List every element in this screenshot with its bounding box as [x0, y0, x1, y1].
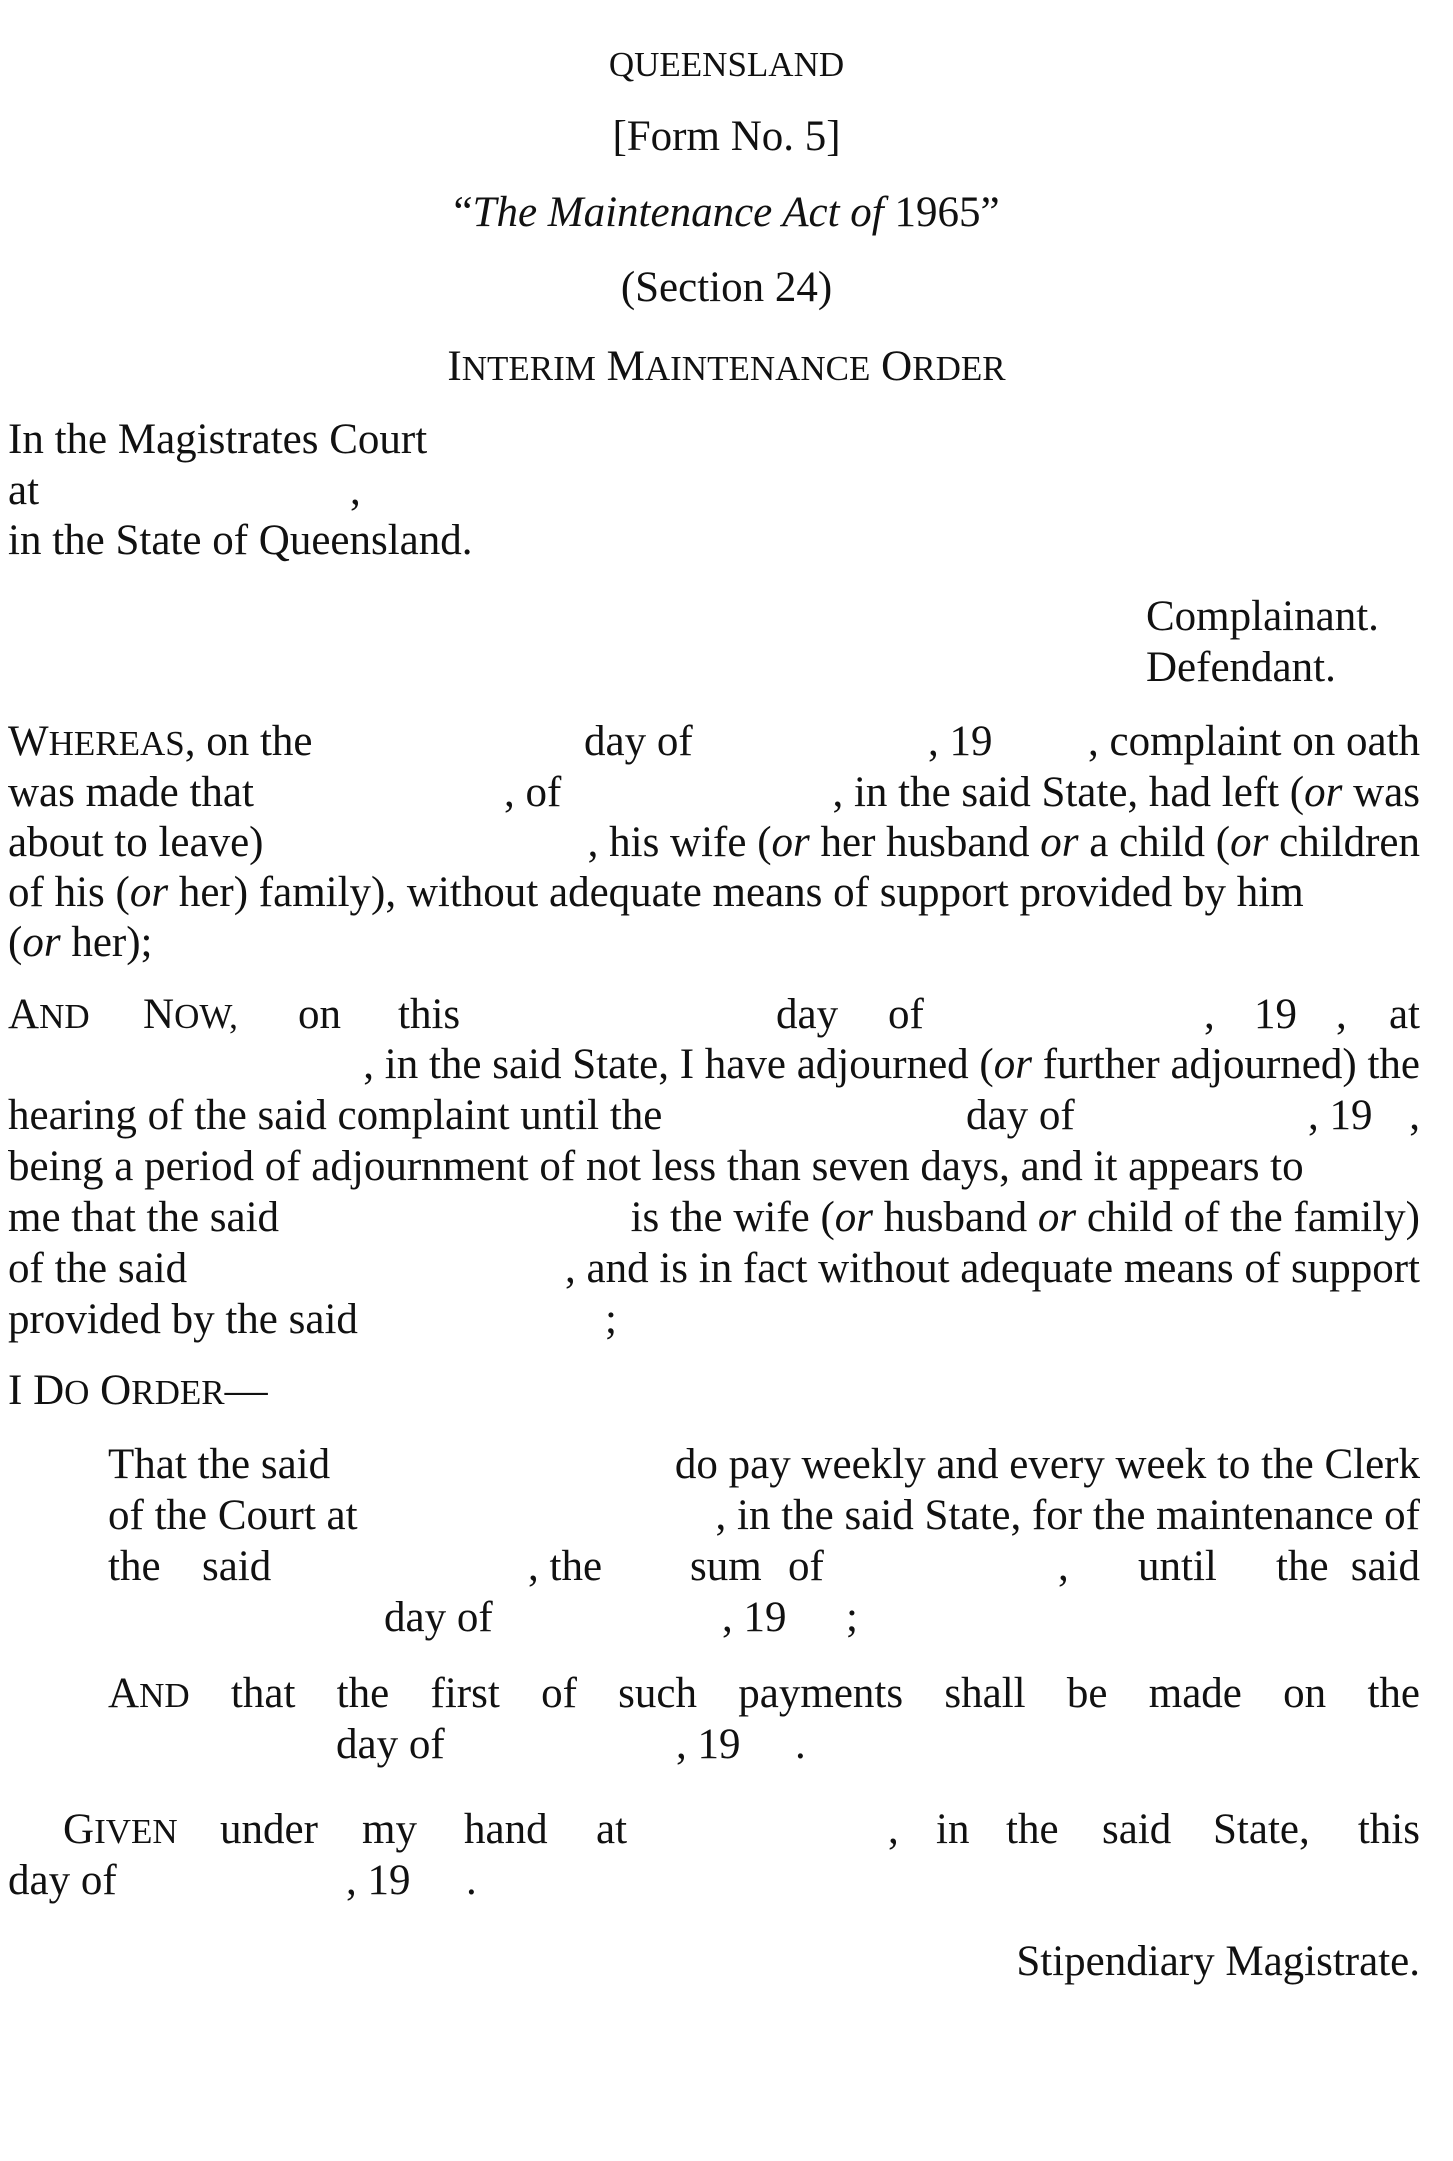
- whereas-of: , of: [504, 769, 562, 816]
- whereas-complaint: , complaint on oath: [1088, 718, 1420, 765]
- whereas-was-made-that: was made that: [8, 769, 254, 816]
- title-initial-o: O: [881, 343, 913, 390]
- given-said: said: [1102, 1806, 1172, 1853]
- and-now-child: child of the family): [1076, 1194, 1420, 1241]
- form-number: [0, 112, 1453, 162]
- whereas-year: , 19: [928, 718, 993, 765]
- now-lead: [143, 990, 238, 1042]
- whereas-smallcaps: HEREAS: [48, 724, 185, 763]
- given-at: at: [596, 1806, 628, 1853]
- and-now-hearing: hearing of the said complaint until the: [8, 1092, 663, 1139]
- and-initial: A: [8, 991, 40, 1038]
- whereas-a-child: a child (: [1078, 819, 1231, 866]
- order-said-1: said: [202, 1543, 272, 1590]
- order-p2-year: , 19: [676, 1721, 741, 1768]
- given-line-2-year: [346, 1856, 411, 1906]
- and-now-line-7: [8, 1295, 358, 1345]
- given-lead: [63, 1805, 178, 1857]
- whereas-had-left: [832, 768, 1420, 818]
- order-p2-on: on: [1283, 1670, 1327, 1717]
- and-now-or-3: or: [1037, 1194, 1077, 1241]
- whereas-about-to-leave: about to leave): [8, 819, 264, 866]
- whereas-on-the: , on the: [184, 718, 313, 765]
- court-line-2-comma: [350, 466, 361, 516]
- defendant-text: Defendant.: [1146, 644, 1336, 691]
- court-line-1: [8, 415, 427, 465]
- order-p2-of: of: [541, 1670, 577, 1717]
- order-p1-line-4-semicolon: [846, 1593, 858, 1643]
- order-until: until: [1138, 1543, 1217, 1590]
- order-p2-period: .: [795, 1721, 806, 1768]
- whereas-or-5: or: [129, 869, 169, 916]
- order-o-smallcaps: O: [64, 1373, 90, 1412]
- whereas-his-wife-text: , his wife (: [587, 819, 772, 866]
- given-state: State,: [1213, 1806, 1310, 1853]
- and-now-19: 19: [1254, 991, 1297, 1038]
- given-year: , 19: [346, 1857, 411, 1904]
- act-title-italic: The Maintenance Act of: [472, 189, 884, 236]
- act-title: “The Maintenance Act of 1965”: [453, 189, 1000, 236]
- and-now-period-text: being a period of adjournment of not less than seven days, and it appears to: [8, 1143, 1304, 1190]
- order-p2-shall: shall: [944, 1670, 1026, 1717]
- order-p2-line-2-year: [676, 1720, 741, 1770]
- jurisdiction-heading: [0, 40, 1453, 90]
- order-maintenance-of: , in the said State, for the maintenance of: [715, 1492, 1420, 1539]
- signature-title: [1016, 1937, 1420, 1987]
- order-the-3: the: [1276, 1543, 1329, 1590]
- court-line-2: [8, 466, 39, 516]
- title-initial-m: M: [606, 343, 645, 390]
- and-smallcaps: ND: [39, 997, 90, 1036]
- order-p2-line-1: [108, 1669, 1420, 1721]
- whereas-or-2: or: [771, 819, 810, 866]
- order-p2-day-of: day of: [336, 1721, 445, 1768]
- given-initial: G: [63, 1806, 95, 1853]
- title-initial-i: I: [447, 343, 462, 390]
- document-title: [0, 342, 1453, 394]
- court-state-text: in the State of Queensland.: [8, 517, 473, 564]
- whereas-line-4: [8, 868, 1420, 918]
- and-now-without-means: , and is in fact without adequate means of support: [564, 1245, 1420, 1292]
- order-p1-line-4-day: [384, 1593, 493, 1643]
- whereas-or-3: or: [1040, 819, 1079, 866]
- whereas-her: her);: [60, 919, 153, 966]
- given-smallcaps: IVEN: [94, 1812, 178, 1851]
- and-now-comma-2: ,: [1336, 991, 1347, 1038]
- whereas-line-5: [8, 918, 152, 968]
- whereas-or-4: or: [1230, 819, 1269, 866]
- and-now-of: of: [888, 991, 924, 1038]
- order-p2-line-2-period: [795, 1720, 806, 1770]
- order-i: I: [8, 1367, 23, 1414]
- and-now-me-that: me that the said: [8, 1194, 280, 1241]
- order-semicolon: ;: [846, 1594, 858, 1641]
- order-p2-the-2: the: [1367, 1670, 1420, 1717]
- and-now-semicolon: ;: [605, 1296, 617, 1343]
- and-now-or-1: or: [993, 1041, 1032, 1088]
- and-now-further: further adjourned) the: [1031, 1041, 1420, 1088]
- whereas-was: was: [1342, 769, 1420, 816]
- and-now-line-7-semicolon: [605, 1295, 617, 1345]
- given-day-of: day of: [8, 1857, 117, 1904]
- and-now-line-4: [8, 1142, 1420, 1192]
- and-now-husband: husband: [873, 1194, 1038, 1241]
- defendant-label: [1146, 643, 1336, 693]
- whereas-line-4-text: [8, 868, 1420, 918]
- court-at-text: at: [8, 467, 40, 514]
- order-p2-payments: payments: [738, 1670, 904, 1717]
- now-smallcaps: OW,: [174, 997, 238, 1036]
- whereas-her-husband: her husband: [809, 819, 1041, 866]
- order-p2-be: be: [1066, 1670, 1108, 1717]
- now-initial: N: [143, 991, 175, 1038]
- complainant-text: Complainant.: [1146, 593, 1379, 640]
- whereas-or-6: or: [22, 919, 61, 966]
- order-p2-and-smallcaps: ND: [139, 1676, 190, 1715]
- court-line-3: [8, 516, 473, 566]
- and-now-on: on: [298, 991, 341, 1038]
- whereas-lead: [8, 717, 313, 769]
- given-under: under: [220, 1806, 318, 1853]
- order-the-1: the: [108, 1543, 161, 1590]
- given-line-2-day: [8, 1856, 117, 1906]
- order-p2-that: that: [230, 1670, 296, 1717]
- given-comma: ,: [888, 1806, 899, 1853]
- order-d-initial: D: [33, 1367, 65, 1414]
- order-the-2: , the: [528, 1543, 603, 1590]
- signature-text: Stipendiary Magistrate.: [1016, 1938, 1420, 1985]
- and-now-adjourned-text: , in the said State, I have adjourned (: [363, 1041, 994, 1088]
- and-now-or-2: or: [834, 1194, 874, 1241]
- order-p2-line-2-day: [336, 1720, 445, 1770]
- given-period: .: [466, 1857, 477, 1904]
- order-p2-such: such: [618, 1670, 697, 1717]
- order-dash: —: [224, 1367, 268, 1414]
- whereas-children: children: [1268, 819, 1420, 866]
- order-day-of: day of: [384, 1594, 493, 1641]
- order-p2-first: first: [430, 1670, 500, 1717]
- and-now-year: , 19: [1308, 1092, 1373, 1139]
- given-hand: hand: [464, 1806, 548, 1853]
- title-smallcaps-aintenance: AINTENANCE: [644, 349, 871, 388]
- order-that-the-said: That the said: [108, 1441, 331, 1488]
- order-sum: sum: [690, 1543, 762, 1590]
- and-now-day: day: [776, 991, 839, 1038]
- order-p2-the-1: the: [336, 1670, 390, 1717]
- order-o-initial: O: [100, 1367, 132, 1414]
- and-now-day-of: day of: [966, 1092, 1075, 1139]
- whereas-had-left-text: , in the said State, had left (: [832, 769, 1305, 816]
- order-court-at: of the Court at: [108, 1492, 358, 1539]
- and-now-of-the-said: of the said: [8, 1245, 188, 1292]
- whereas-family-support: her) family), without adequate means of support provided by him: [168, 869, 1304, 916]
- and-now-provided-by: provided by the said: [8, 1296, 358, 1343]
- given-this: this: [1357, 1806, 1420, 1853]
- court-comma-text: ,: [350, 467, 361, 514]
- whereas-day-of: day of: [584, 718, 693, 765]
- given-my: my: [362, 1806, 417, 1853]
- and-now-comma-1: ,: [1204, 991, 1215, 1038]
- whereas-his-wife: [588, 818, 1420, 868]
- and-now-adjourned: [363, 1040, 1420, 1090]
- and-now-wife: [631, 1193, 1420, 1243]
- and-now-wife-text: is the wife (: [630, 1194, 835, 1241]
- order-rder-smallcaps: RDER: [131, 1373, 225, 1412]
- complainant-label: [1146, 592, 1379, 642]
- and-now-comma-3: ,: [1409, 1092, 1420, 1139]
- title-smallcaps-rder: RDER: [912, 349, 1006, 388]
- whereas-of-his: of his (: [8, 869, 130, 916]
- order-of: of: [788, 1543, 824, 1590]
- given-line-2-period: [466, 1856, 477, 1906]
- and-now-this: this: [398, 991, 461, 1038]
- whereas-paren: (: [8, 919, 23, 966]
- whereas-initial: W: [8, 718, 49, 765]
- given-in: in: [936, 1806, 970, 1853]
- given-the: the: [1006, 1806, 1059, 1853]
- order-p2-and: [108, 1669, 190, 1721]
- jurisdiction-text: QUEENSLAND: [608, 45, 845, 84]
- order-p2-and-initial: A: [108, 1670, 140, 1717]
- section-reference: [0, 263, 1453, 313]
- order-p2-made: made: [1148, 1670, 1242, 1717]
- order-p2-line-1-words: [108, 1669, 1420, 1721]
- whereas-or-1: or: [1304, 769, 1343, 816]
- order-comma: ,: [1058, 1543, 1069, 1590]
- act-year: 1965: [894, 189, 981, 236]
- and-now-at: at: [1388, 991, 1420, 1038]
- section-text: (Section 24): [620, 264, 833, 311]
- order-p1-line-4-year: [722, 1593, 787, 1643]
- court-name-text: In the Magistrates Court: [8, 416, 428, 463]
- order-said-2: said: [1350, 1543, 1420, 1590]
- order-pay-weekly: do pay weekly and every week to the Clerk: [674, 1441, 1420, 1488]
- and-now-lead: [8, 990, 90, 1042]
- title-smallcaps-nterim: NTERIM: [461, 349, 596, 388]
- order-heading: [8, 1366, 268, 1418]
- form-number-text: [Form No. 5]: [612, 113, 841, 160]
- order-year: , 19: [722, 1594, 787, 1641]
